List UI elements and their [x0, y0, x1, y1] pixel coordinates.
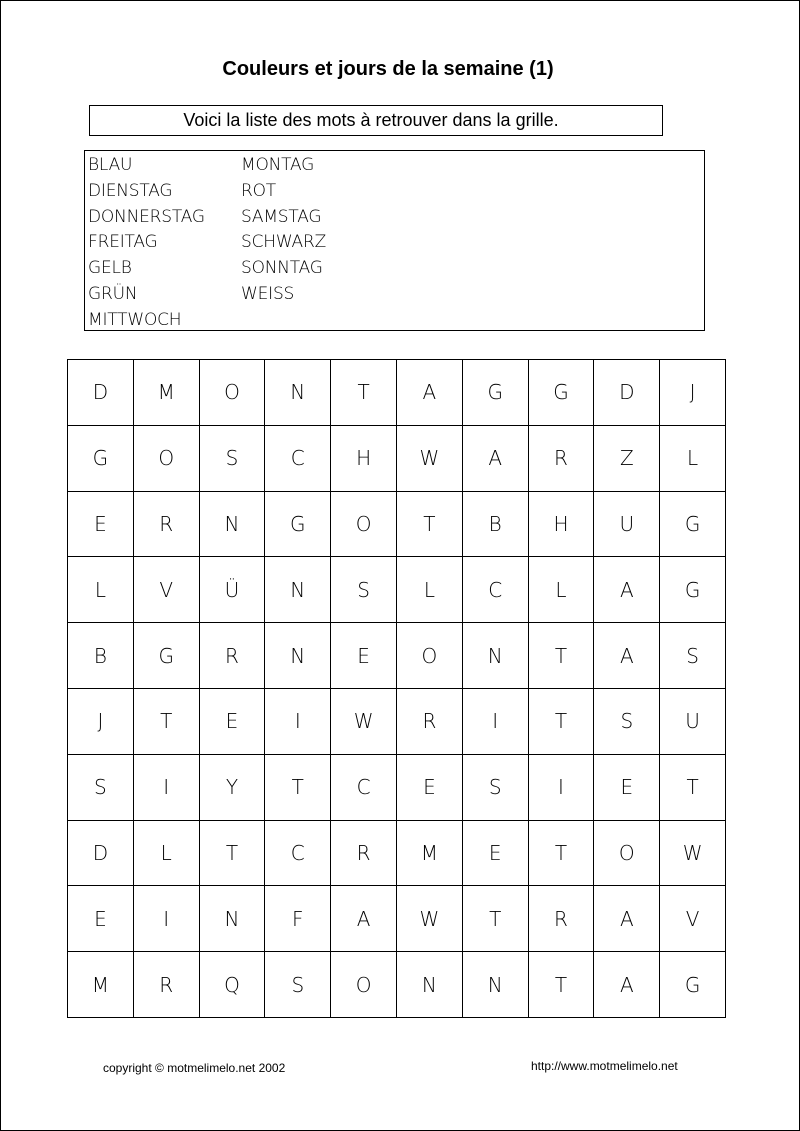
grid-cell[interactable]: T — [529, 821, 595, 887]
grid-cell[interactable]: R — [529, 886, 595, 952]
grid-cell[interactable]: A — [594, 952, 660, 1018]
grid-cell[interactable]: M — [68, 952, 134, 1018]
grid-cell[interactable]: A — [397, 360, 463, 426]
grid-cell[interactable]: U — [660, 689, 726, 755]
grid-cell[interactable]: J — [660, 360, 726, 426]
copyright-text: copyright © motmelimelo.net 2002 — [103, 1061, 286, 1075]
grid-cell[interactable]: N — [463, 952, 529, 1018]
word-item: BLAU — [88, 155, 133, 175]
grid-cell[interactable]: I — [529, 755, 595, 821]
grid-cell[interactable]: S — [331, 557, 397, 623]
grid-cell[interactable]: N — [200, 886, 266, 952]
word-item: FREITAG — [88, 232, 158, 253]
word-item: ROT — [241, 180, 276, 201]
grid-cell[interactable]: G — [68, 426, 134, 492]
grid-cell[interactable]: Y — [200, 755, 266, 821]
word-list-box — [84, 150, 705, 331]
grid-cell[interactable]: T — [529, 952, 595, 1018]
word-item: MITTWOCH — [88, 309, 182, 330]
grid-cell[interactable]: B — [68, 623, 134, 689]
grid-cell[interactable]: D — [68, 360, 134, 426]
grid-cell[interactable]: R — [397, 689, 463, 755]
grid-cell[interactable]: N — [397, 952, 463, 1018]
grid-cell[interactable]: J — [68, 689, 134, 755]
grid-cell[interactable]: G — [660, 492, 726, 558]
grid-cell[interactable]: N — [265, 623, 331, 689]
grid-cell[interactable]: E — [200, 689, 266, 755]
grid-cell[interactable]: R — [134, 492, 200, 558]
word-item: SONNTAG — [241, 258, 323, 279]
grid-cell[interactable]: V — [660, 886, 726, 952]
grid-cell[interactable]: T — [265, 755, 331, 821]
grid-cell[interactable]: R — [200, 623, 266, 689]
grid-cell[interactable]: F — [265, 886, 331, 952]
grid-cell[interactable]: O — [200, 360, 266, 426]
grid-cell[interactable]: M — [134, 360, 200, 426]
grid-cell[interactable]: U — [594, 492, 660, 558]
instruction-box: Voici la liste des mots à retrouver dans la grille. — [89, 105, 663, 136]
grid-cell[interactable]: A — [463, 426, 529, 492]
grid-cell[interactable]: G — [660, 952, 726, 1018]
word-list-column-1 — [88, 153, 205, 334]
grid-cell[interactable]: E — [68, 886, 134, 952]
grid-cell[interactable]: H — [331, 426, 397, 492]
grid-cell[interactable]: N — [463, 623, 529, 689]
grid-cell[interactable]: D — [594, 360, 660, 426]
grid-cell[interactable]: Z — [594, 426, 660, 492]
grid-cell[interactable]: E — [397, 755, 463, 821]
grid-cell[interactable]: S — [594, 689, 660, 755]
grid-cell[interactable]: A — [594, 886, 660, 952]
grid-cell[interactable]: T — [200, 821, 266, 887]
grid-cell[interactable]: T — [331, 360, 397, 426]
grid-cell[interactable]: O — [331, 952, 397, 1018]
grid-cell[interactable]: O — [134, 426, 200, 492]
grid-cell[interactable]: G — [463, 360, 529, 426]
grid-cell[interactable]: H — [529, 492, 595, 558]
grid-cell[interactable]: B — [463, 492, 529, 558]
grid-cell[interactable]: E — [463, 821, 529, 887]
grid-cell[interactable]: G — [529, 360, 595, 426]
grid-cell[interactable]: S — [660, 623, 726, 689]
word-item: GRÜN — [88, 283, 138, 304]
word-item: DIENSTAG — [88, 180, 173, 201]
grid-cell[interactable]: A — [594, 557, 660, 623]
grid-cell[interactable]: T — [529, 623, 595, 689]
grid-cell[interactable]: T — [134, 689, 200, 755]
grid-cell[interactable]: G — [660, 557, 726, 623]
page-title: Couleurs et jours de la semaine (1) — [222, 58, 554, 80]
grid-cell[interactable]: S — [265, 952, 331, 1018]
word-item: WEISS — [241, 283, 295, 304]
grid-cell[interactable]: R — [331, 821, 397, 887]
grid-cell[interactable]: Ü — [200, 557, 266, 623]
word-item: SAMSTAG — [241, 206, 322, 227]
grid-cell[interactable]: O — [594, 821, 660, 887]
grid-cell[interactable]: C — [265, 426, 331, 492]
grid-cell[interactable]: W — [331, 689, 397, 755]
grid-cell[interactable]: S — [463, 755, 529, 821]
grid-cell[interactable]: Q — [200, 952, 266, 1018]
grid-cell[interactable]: D — [68, 821, 134, 887]
grid-cell[interactable]: I — [134, 886, 200, 952]
grid-cell[interactable]: R — [134, 952, 200, 1018]
grid-cell[interactable]: L — [529, 557, 595, 623]
grid-cell[interactable]: V — [134, 557, 200, 623]
grid-cell[interactable]: L — [68, 557, 134, 623]
grid-cell[interactable]: A — [331, 886, 397, 952]
grid-cell[interactable]: T — [397, 492, 463, 558]
grid-cell[interactable]: S — [200, 426, 266, 492]
grid-cell[interactable]: C — [463, 557, 529, 623]
grid-cell[interactable]: L — [397, 557, 463, 623]
word-item: GELB — [88, 258, 132, 279]
grid-cell[interactable]: L — [134, 821, 200, 887]
grid-cell[interactable]: G — [265, 492, 331, 558]
grid-cell[interactable]: I — [463, 689, 529, 755]
grid-cell[interactable]: T — [463, 886, 529, 952]
grid-cell[interactable]: N — [265, 557, 331, 623]
grid-cell[interactable]: A — [594, 623, 660, 689]
grid-cell[interactable]: O — [397, 623, 463, 689]
grid-cell[interactable]: M — [397, 821, 463, 887]
grid-cell[interactable]: C — [331, 755, 397, 821]
grid-cell[interactable]: E — [68, 492, 134, 558]
grid-cell[interactable]: E — [331, 623, 397, 689]
letter-grid — [67, 359, 726, 1018]
grid-cell[interactable]: R — [529, 426, 595, 492]
grid-cell[interactable]: S — [68, 755, 134, 821]
grid-cell[interactable]: I — [265, 689, 331, 755]
word-item: SCHWARZ — [241, 232, 327, 253]
word-list-column-2 — [241, 153, 326, 308]
grid-cell[interactable]: G — [134, 623, 200, 689]
grid-cell[interactable]: C — [265, 821, 331, 887]
grid-cell[interactable]: T — [529, 689, 595, 755]
grid-cell[interactable]: L — [660, 426, 726, 492]
grid-cell[interactable]: T — [660, 755, 726, 821]
grid-cell[interactable]: W — [660, 821, 726, 887]
grid-cell[interactable]: E — [594, 755, 660, 821]
grid-cell[interactable]: N — [265, 360, 331, 426]
grid-cell[interactable]: W — [397, 426, 463, 492]
word-item: DONNERSTAG — [88, 206, 205, 227]
site-url: http://www.motmelimelo.net — [531, 1059, 678, 1073]
grid-cell[interactable]: N — [200, 492, 266, 558]
grid-cell[interactable]: I — [134, 755, 200, 821]
grid-cell[interactable]: W — [397, 886, 463, 952]
word-item: MONTAG — [241, 155, 315, 175]
grid-cell[interactable]: O — [331, 492, 397, 558]
